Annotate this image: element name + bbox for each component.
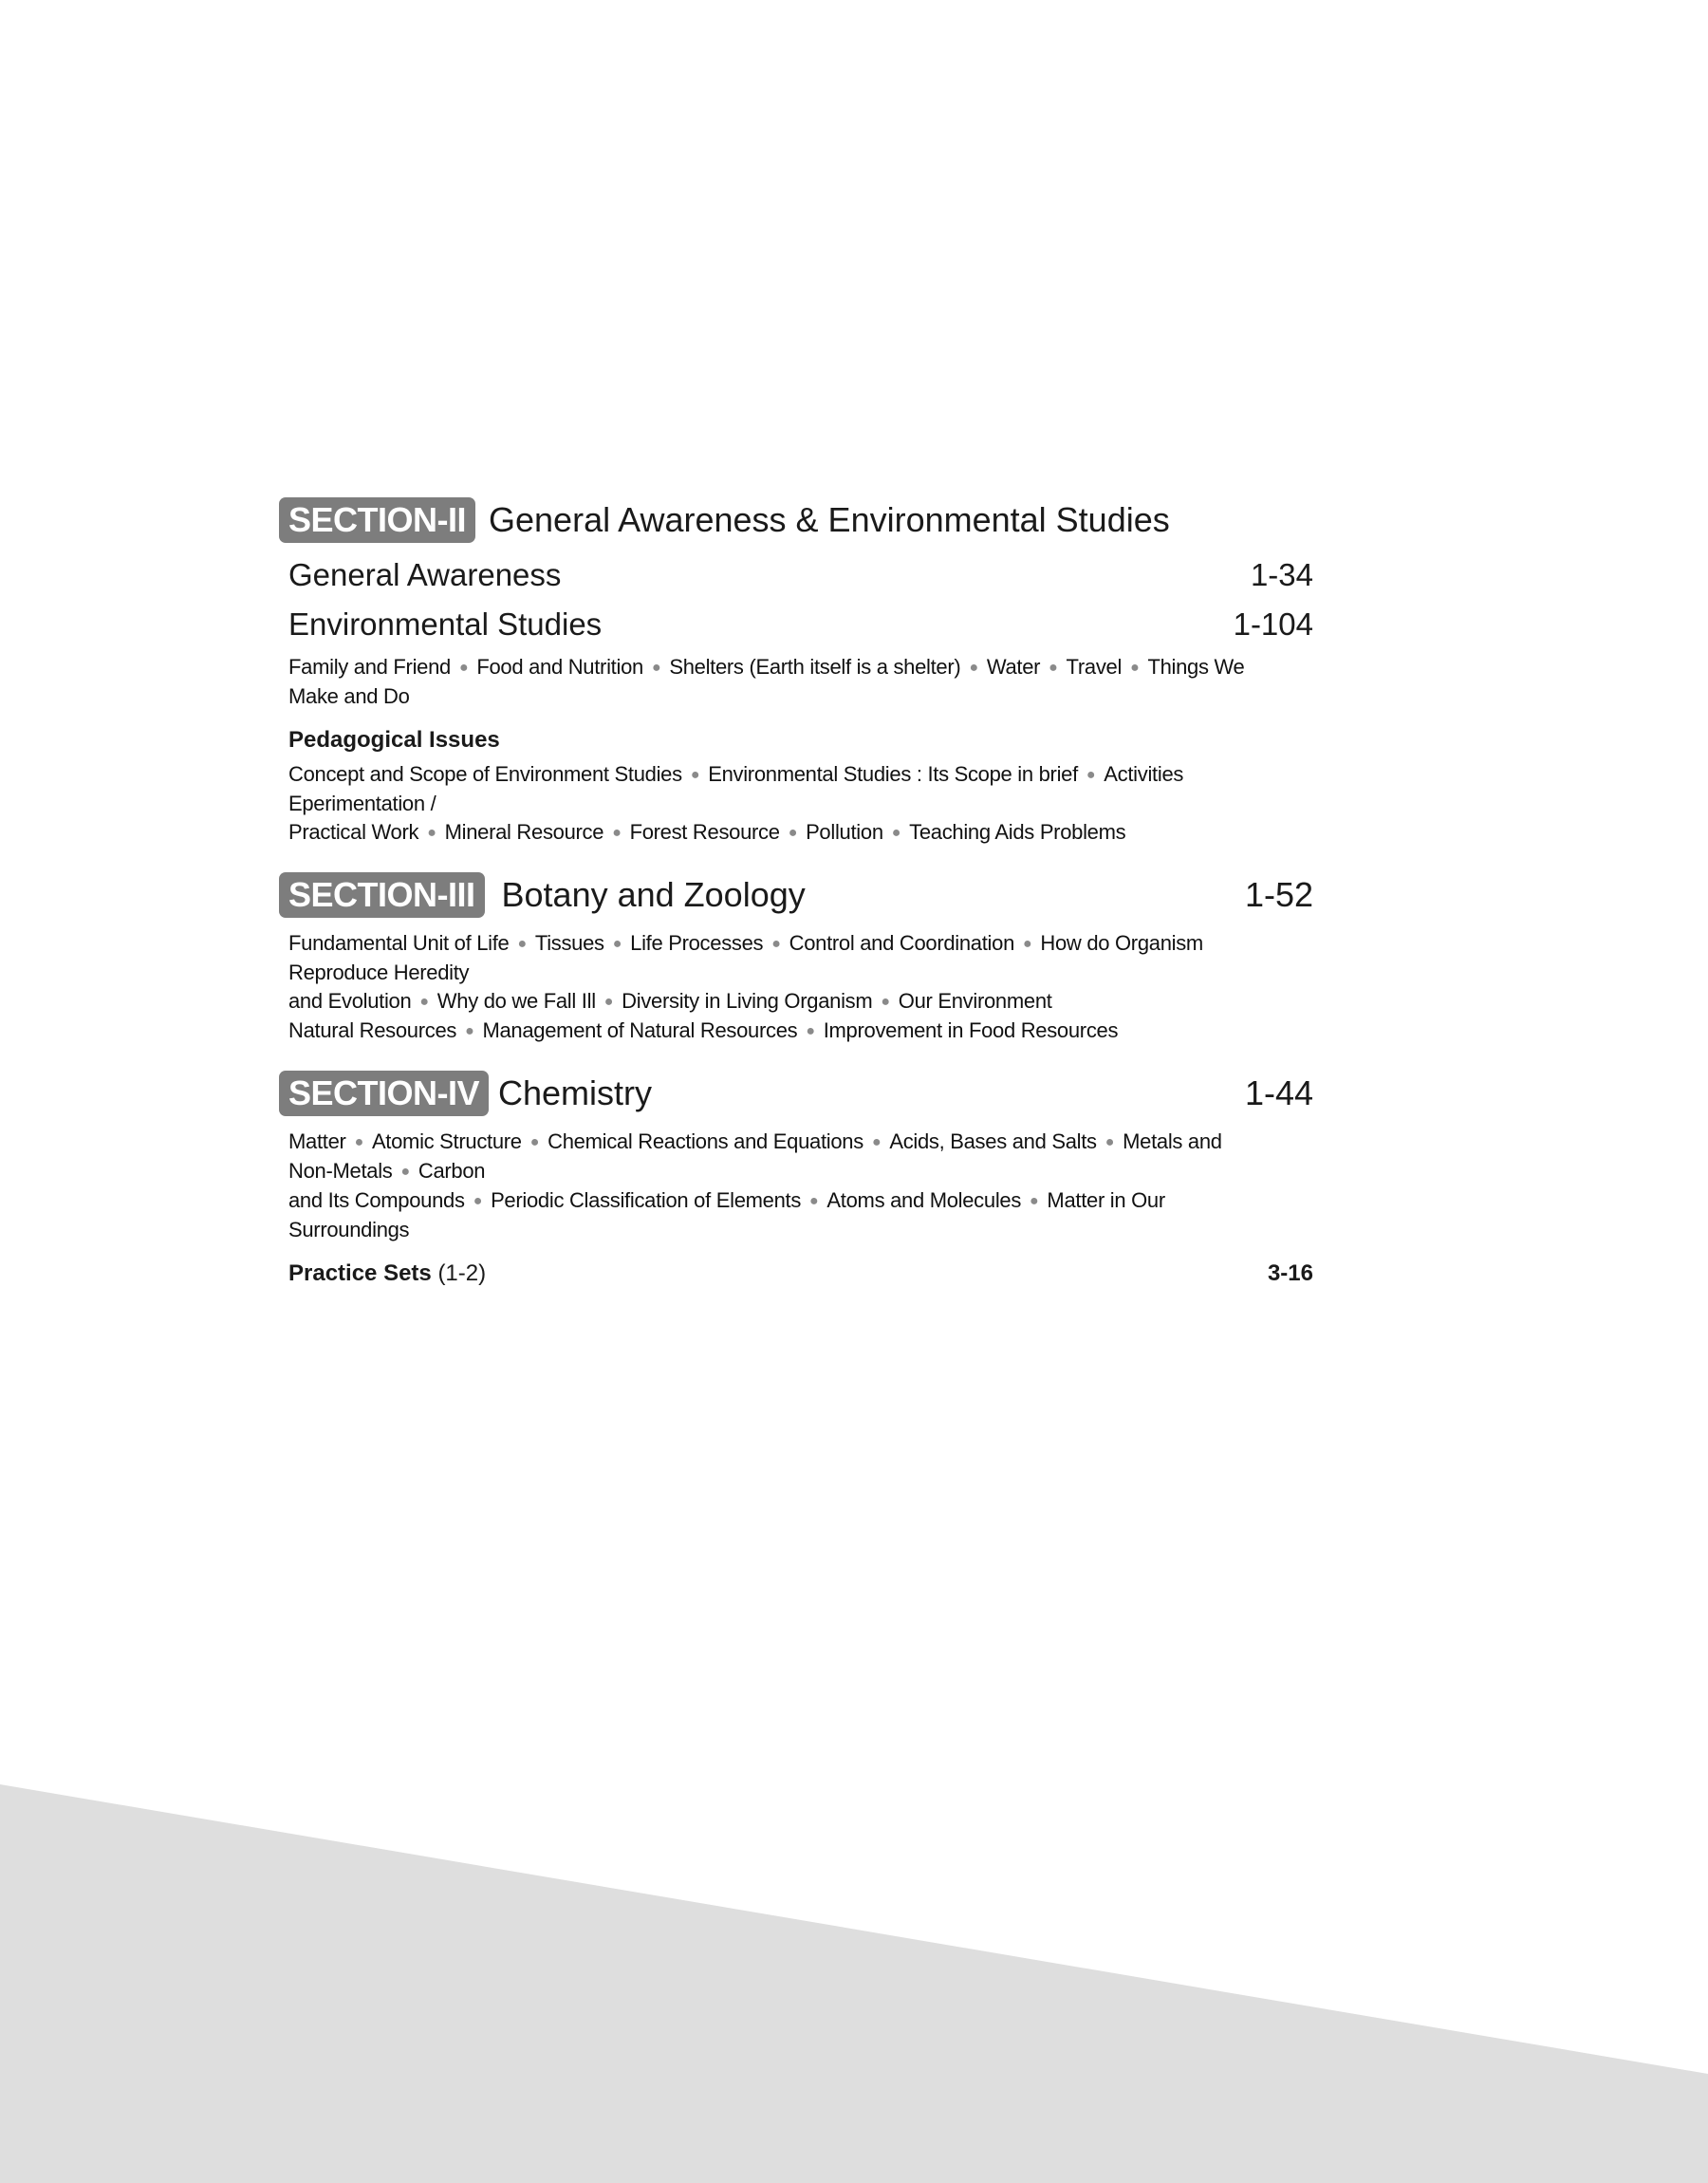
topic-item: Shelters (Earth itself is a shelter) [669,655,961,679]
practice-sets-range: (1-2) [437,1260,487,1286]
practice-sets-label: Practice Sets [288,1260,432,1286]
practice-sets-page-number: 3-16 [1267,1260,1313,1286]
topic-line [288,760,1313,790]
topic-line [288,1128,1313,1157]
section-4-topics-list [279,1128,1313,1244]
section-3-tag: SECTION-III [279,872,485,918]
topic-line: Surroundings [288,1218,410,1241]
section-4-tag: SECTION-IV [279,1071,489,1116]
bullet-separator-icon: ● [400,1164,410,1180]
bullet-separator-icon: ● [871,1134,882,1150]
toc-entry-practice-sets[interactable] [279,1258,1313,1290]
section-3-page-number: 1-52 [1244,875,1313,914]
bullet-separator-icon: ● [612,825,622,841]
bullet-separator-icon: ● [427,825,436,841]
section-2-header [279,494,1313,547]
bullet-separator-icon: ● [806,1023,815,1039]
bullet-separator-icon: ● [603,994,614,1010]
topic-item: Metals and [1123,1129,1222,1153]
bullet-separator-icon: ● [969,660,978,676]
bullet-separator-icon: ● [1030,1193,1039,1209]
topic-line [288,1017,1313,1046]
bullet-separator-icon: ● [651,660,661,676]
topic-line: Eperimentation / [288,792,436,815]
entry-page-number: 1-104 [1233,606,1313,642]
bullet-separator-icon: ● [458,660,469,676]
toc-entry-general-awareness[interactable] [279,550,1313,600]
bullet-separator-icon: ● [354,1134,363,1150]
bullet-separator-icon: ● [612,936,622,952]
bullet-separator-icon: ● [419,994,429,1010]
topic-item: and Its Compounds [288,1188,465,1212]
pedagogical-topics-list [279,760,1313,848]
topic-item: Mineral Resource [444,820,604,844]
topic-item: Matter in Our [1047,1188,1165,1212]
topic-item: Food and Nutrition [476,655,643,679]
topic-item: Family and Friend [288,655,451,679]
entry-title: Environmental Studies [288,606,603,642]
section-3-title: Botany and Zoology [501,875,806,914]
topic-item: Practical Work [288,820,419,844]
bullet-separator-icon: ● [1130,660,1140,676]
topic-item: Water [986,655,1041,679]
topic-item: Travel [1066,655,1123,679]
section-3-header[interactable] [279,868,1313,922]
section-2-tag: SECTION-II [279,497,475,543]
section-4-title: Chemistry [498,1073,653,1112]
topic-item: Atoms and Molecules [826,1188,1022,1212]
topic-item: and Evolution [288,989,412,1013]
topic-item: Environmental Studies : Its Scope in brief [708,762,1078,786]
topic-item: Carbon [418,1159,486,1183]
bullet-separator-icon: ● [788,825,798,841]
topic-item: Activities [1104,762,1184,786]
topic-line [288,929,1313,959]
topic-item: How do Organism [1040,931,1203,955]
topic-line: Reproduce Heredity [288,961,470,984]
bullet-separator-icon: ● [891,825,901,841]
topic-item: Our Environment [898,989,1052,1013]
section-4-header[interactable] [279,1067,1313,1120]
topic-item: Things We [1147,655,1245,679]
section-3-topics-list [279,929,1313,1046]
bullet-separator-icon: ● [517,936,527,952]
topic-item: Why do we Fall Ill [436,989,596,1013]
topic-item: Fundamental Unit of Life [288,931,510,955]
topic-item: Chemical Reactions and Equations [548,1129,863,1153]
topic-item: Tissues [534,931,604,955]
bullet-separator-icon: ● [771,936,781,952]
topic-item: Improvement in Food Resources [823,1018,1119,1042]
topic-item: Matter [288,1129,346,1153]
topic-line [288,1186,1313,1216]
toc-entry-environmental-studies[interactable] [279,600,1313,649]
table-of-contents [279,494,1313,1290]
topic-item: Atomic Structure [371,1129,522,1153]
bullet-separator-icon: ● [881,994,890,1010]
bullet-separator-icon: ● [465,1023,474,1039]
entry-title: General Awareness [288,557,562,592]
topic-item: Periodic Classification of Elements [491,1188,802,1212]
bullet-separator-icon: ● [1023,936,1032,952]
topic-item: Pollution [806,820,883,844]
bullet-separator-icon: ● [1086,767,1096,783]
topic-line [288,1157,1313,1186]
topic-item: Non-Metals [288,1159,393,1183]
env-topics-list [279,653,1313,711]
topic-item: Forest Resource [629,820,780,844]
section-2-title: General Awareness & Environmental Studies [489,500,1170,539]
topic-line [288,987,1313,1017]
pedagogical-issues-label: Pedagogical Issues [288,727,500,753]
topic-item: Natural Resources [288,1018,457,1042]
bullet-separator-icon: ● [1049,660,1058,676]
section-4-page-number: 1-44 [1244,1073,1313,1112]
topic-item: Teaching Aids Problems [909,820,1126,844]
topic-item: Life Processes [630,931,764,955]
bullet-separator-icon: ● [1105,1134,1115,1150]
topic-item: Acids, Bases and Salts [889,1129,1097,1153]
bullet-separator-icon: ● [690,767,700,783]
bullet-separator-icon: ● [809,1193,819,1209]
topic-item: Control and Coordination [789,931,1015,955]
bullet-separator-icon: ● [473,1193,483,1209]
entry-page-number: 1-34 [1250,557,1313,592]
topic-item: Diversity in Living Organism [622,989,873,1013]
topic-item: Management of Natural Resources [482,1018,798,1042]
topic-item: Concept and Scope of Environment Studies [288,762,682,786]
topic-line: Make and Do [288,684,410,708]
bullet-separator-icon: ● [529,1134,540,1150]
topic-line [288,653,1313,682]
topic-line [288,818,1313,848]
